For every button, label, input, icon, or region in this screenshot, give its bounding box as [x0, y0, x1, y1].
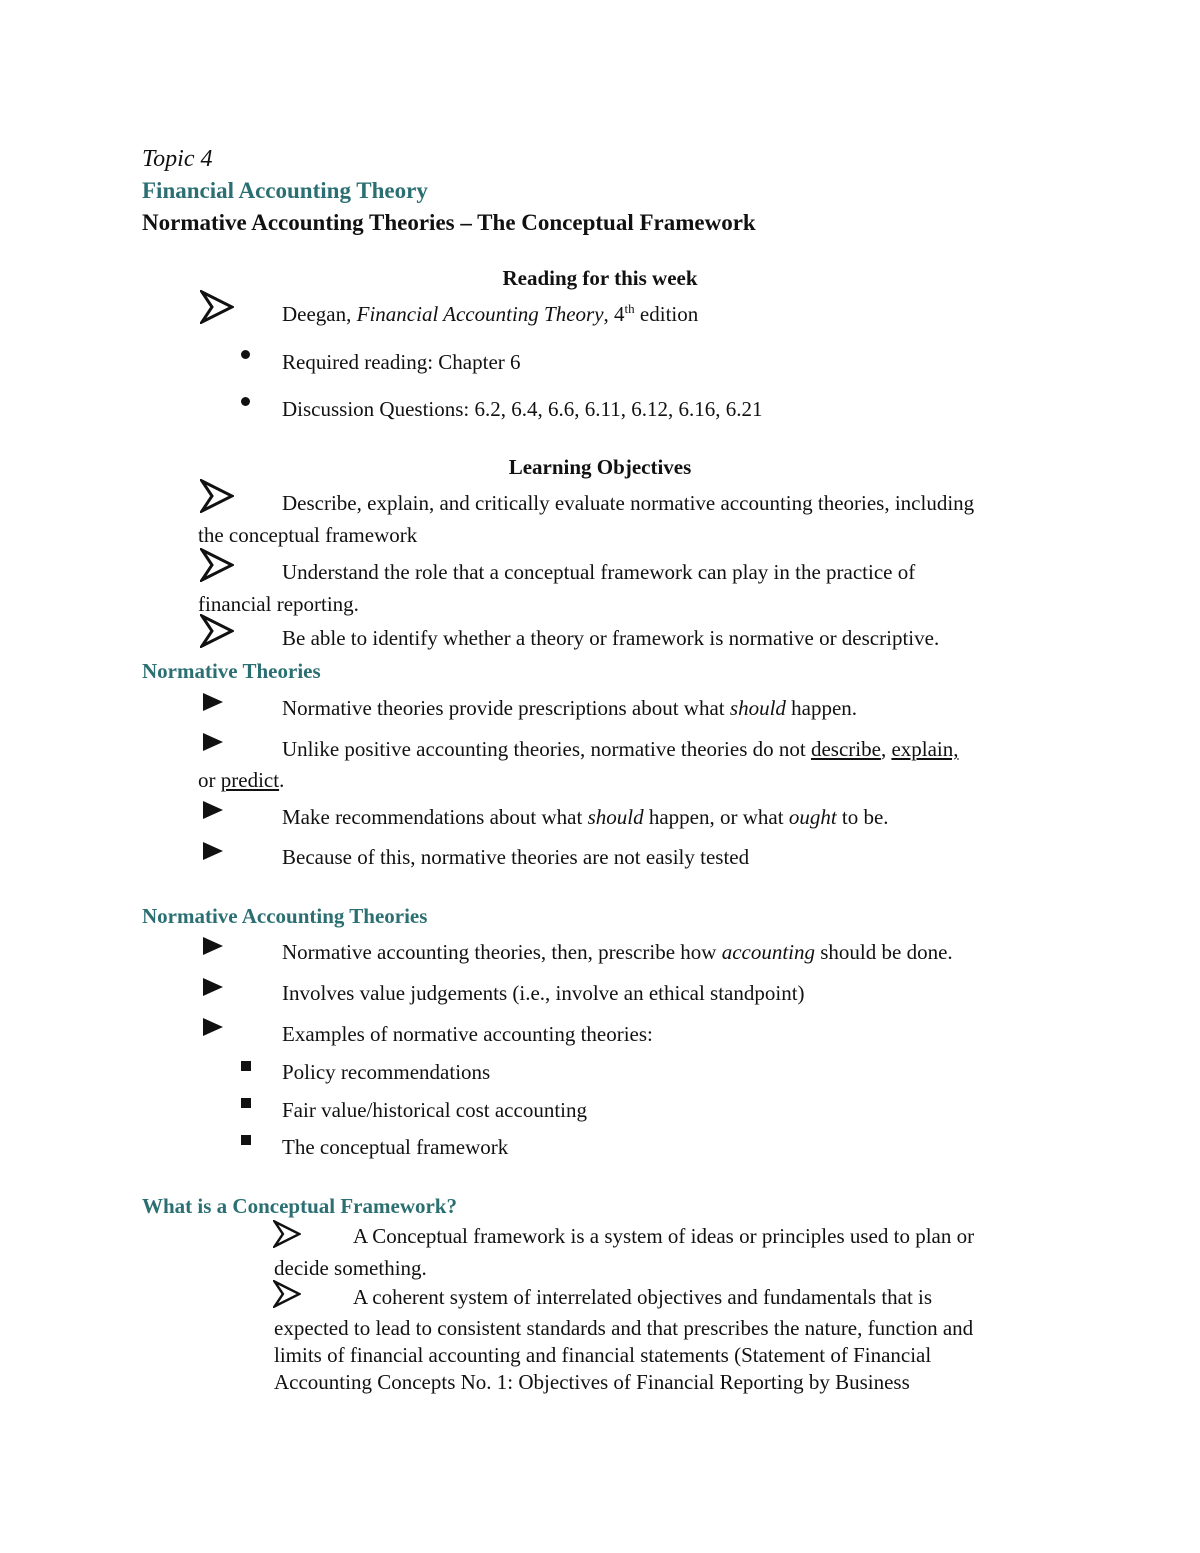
nat-example-2: Fair value/historical cost accounting — [282, 1098, 587, 1122]
triangle-bullet-icon — [203, 1018, 223, 1036]
objective-2-line1: Understand the role that a conceptual framework can play in the practice of — [282, 560, 916, 584]
normative-point-2-line2: or predict. — [198, 768, 285, 792]
objectives-heading: Learning Objectives — [508, 455, 692, 479]
reading-heading: Reading for this week — [502, 266, 698, 290]
triangle-bullet-icon — [203, 801, 223, 819]
topic-label: Topic 4 — [142, 146, 213, 172]
cf-definition-1-line2: decide something. — [274, 1256, 427, 1280]
reading-book: Deegan, Financial Accounting Theory, 4th edition — [282, 301, 699, 326]
arrowhead-bullet-icon — [273, 1280, 301, 1308]
nat-example-3: The conceptual framework — [282, 1135, 509, 1159]
arrowhead-bullet-icon — [200, 290, 234, 324]
triangle-bullet-icon — [203, 693, 223, 711]
triangle-bullet-icon — [203, 937, 223, 955]
square-bullet-icon — [241, 1135, 251, 1145]
cf-definition-2-line3: limits of financial accounting and financial statements (Statement of Financial — [274, 1343, 932, 1367]
nat-point-1: Normative accounting theories, then, prescribe how accounting should be done. — [282, 940, 953, 964]
cf-definition-2-line1: A coherent system of interrelated objectives and fundamentals that is — [353, 1285, 933, 1309]
objective-1-line2: the conceptual framework — [198, 523, 418, 547]
reading-required: Required reading: Chapter 6 — [282, 350, 521, 374]
normative-point-2-line1: Unlike positive accounting theories, normative theories do not describe, explain, — [282, 737, 959, 761]
bullet-dot-icon — [241, 350, 250, 359]
arrowhead-bullet-icon — [200, 614, 234, 648]
normative-heading: Normative Theories — [142, 659, 321, 683]
course-title: Financial Accounting Theory — [142, 178, 428, 203]
triangle-bullet-icon — [203, 733, 223, 751]
cf-definition-2-line4: Accounting Concepts No. 1: Objectives of Financial Reporting by Business — [274, 1370, 910, 1394]
cf-definition-1-line1: A Conceptual framework is a system of ideas or principles used to plan or — [353, 1224, 975, 1248]
arrowhead-bullet-icon — [200, 548, 234, 582]
reading-questions: Discussion Questions: 6.2, 6.4, 6.6, 6.11, 6.12, 6.16, 6.21 — [282, 397, 763, 421]
nat-example-1: Policy recommendations — [282, 1060, 491, 1084]
arrowhead-bullet-icon — [200, 479, 234, 513]
cf-heading: What is a Conceptual Framework? — [142, 1194, 457, 1218]
objective-2-line2: financial reporting. — [198, 592, 359, 616]
triangle-bullet-icon — [203, 842, 223, 860]
normative-point-1: Normative theories provide prescriptions about what should happen. — [282, 696, 858, 720]
normative-point-4: Because of this, normative theories are not easily tested — [282, 845, 750, 869]
arrowhead-bullet-icon — [273, 1220, 301, 1248]
square-bullet-icon — [241, 1061, 251, 1071]
nat-point-3: Examples of normative accounting theories: — [282, 1022, 653, 1046]
triangle-bullet-icon — [203, 978, 223, 996]
square-bullet-icon — [241, 1098, 251, 1108]
objective-1-line1: Describe, explain, and critically evaluate normative accounting theories, including — [282, 491, 975, 515]
bullet-dot-icon — [241, 397, 250, 406]
page-title: Normative Accounting Theories – The Conceptual Framework — [142, 210, 756, 235]
nat-heading: Normative Accounting Theories — [142, 904, 428, 928]
cf-definition-2-line2: expected to lead to consistent standards and that prescribes the nature, function and — [274, 1316, 974, 1340]
normative-point-3: Make recommendations about what should happen, or what ought to be. — [282, 805, 889, 829]
objective-3: Be able to identify whether a theory or framework is normative or descriptive. — [282, 626, 940, 650]
nat-point-2: Involves value judgements (i.e., involve an ethical standpoint) — [282, 981, 805, 1005]
